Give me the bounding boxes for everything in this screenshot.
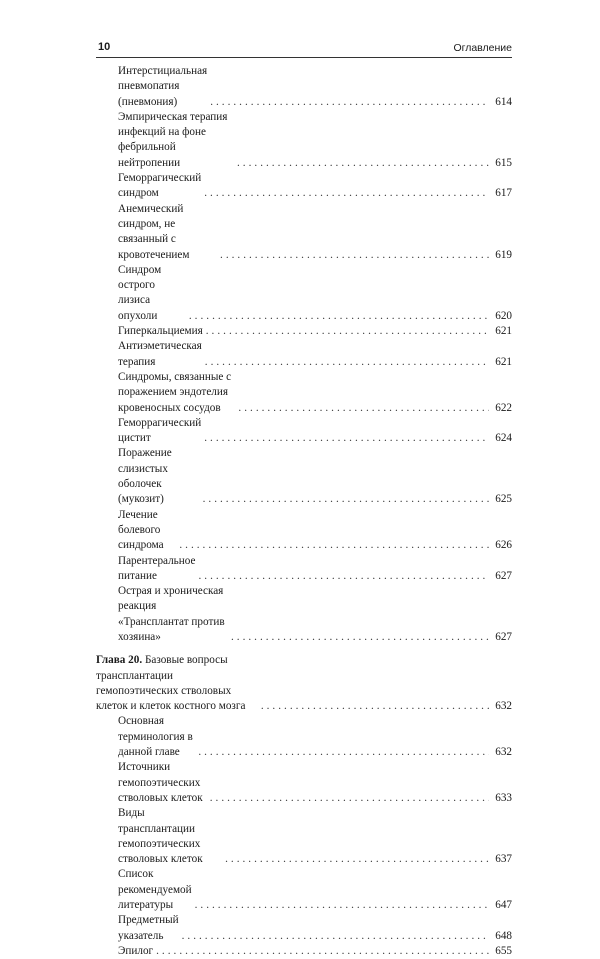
toc-entry-page: 617 bbox=[495, 187, 512, 200]
page-number: 10 bbox=[98, 41, 111, 53]
toc-entry-title: Геморрагический синдром bbox=[118, 172, 202, 200]
toc-chapter-page: 632 bbox=[495, 700, 512, 713]
toc-entry-page: 622 bbox=[495, 401, 512, 414]
dot-leader bbox=[182, 929, 489, 944]
toc-entry-page: 632 bbox=[495, 746, 512, 759]
dot-leader bbox=[225, 852, 489, 867]
table-of-contents bbox=[96, 64, 512, 959]
toc-entry bbox=[96, 714, 512, 760]
toc-entry-page: 655 bbox=[495, 944, 512, 957]
toc-entry-page: 625 bbox=[495, 493, 512, 506]
toc-entry bbox=[96, 202, 512, 263]
toc-entry-page: 615 bbox=[495, 156, 512, 169]
dot-leader bbox=[205, 355, 489, 370]
dot-leader bbox=[210, 95, 489, 110]
dot-leader bbox=[238, 401, 489, 416]
dot-leader bbox=[156, 944, 489, 959]
toc-entry-title: Эпилог bbox=[118, 944, 154, 957]
toc-entry-title: Гиперкальциемия bbox=[118, 325, 203, 338]
page-header bbox=[96, 41, 512, 58]
toc-entry-title: Парентеральное питание bbox=[118, 554, 196, 582]
chapter-label: Глава 20. bbox=[96, 654, 143, 667]
toc-entry-title: Антиэметическая терапия bbox=[118, 340, 202, 368]
toc-entry-page: 620 bbox=[495, 309, 512, 322]
toc-entry bbox=[96, 584, 512, 645]
toc-entry bbox=[96, 944, 512, 959]
toc-entry-page: 621 bbox=[495, 325, 512, 338]
dot-leader bbox=[189, 309, 489, 324]
toc-entry bbox=[96, 370, 512, 416]
dot-leader bbox=[210, 791, 489, 806]
toc-entry bbox=[96, 446, 512, 507]
toc-entry-page: 647 bbox=[495, 899, 512, 912]
toc-entry bbox=[96, 339, 512, 370]
toc-entry-title: Источники гемопоэтических стволовых клеток bbox=[118, 761, 203, 804]
toc-entry-page: 648 bbox=[495, 929, 512, 942]
toc-entry-title: Основная терминология в данной главе bbox=[118, 715, 193, 759]
toc-entry-title: Анемический синдром, не связанный с кровотечением bbox=[118, 202, 190, 261]
toc-entry-title: Виды трансплантации гемопоэтических стволовых клеток bbox=[118, 807, 203, 866]
toc-entry-title: Острая и хроническая реакция «Трансплантат против хозяина» bbox=[118, 585, 225, 643]
toc-entry-page: 621 bbox=[495, 355, 512, 368]
toc-entry bbox=[96, 416, 512, 447]
toc-entry-page: 633 bbox=[495, 791, 512, 804]
toc-entry-title: Предметный указатель bbox=[118, 914, 179, 942]
toc-entry bbox=[96, 867, 512, 913]
dot-leader bbox=[204, 186, 489, 201]
toc-entry-title: Эмпирическая терапия инфекций на фоне фебрильной нейтропении bbox=[118, 110, 228, 169]
toc-entry bbox=[96, 263, 512, 324]
toc-entry bbox=[96, 171, 512, 202]
toc-entry bbox=[96, 324, 512, 339]
toc-entry-page: 627 bbox=[495, 630, 512, 643]
toc-entry-title: Поражение слизистых оболочек (мукозит) bbox=[118, 447, 172, 506]
toc-entry bbox=[96, 806, 512, 867]
dot-leader bbox=[203, 492, 489, 507]
toc-entry-page: 619 bbox=[495, 248, 512, 261]
toc-entry-page: 637 bbox=[495, 853, 512, 866]
toc-chapter-entry bbox=[96, 653, 512, 714]
toc-entry-page: 624 bbox=[495, 432, 512, 445]
toc-entry-title: Список рекомендуемой литературы bbox=[118, 868, 192, 912]
toc-entry bbox=[96, 554, 512, 585]
toc-entry-title: Интерстициальная пневмопатия (пневмония) bbox=[118, 65, 208, 108]
toc-entry-title: Геморрагический цистит bbox=[118, 416, 202, 445]
toc-entry bbox=[96, 64, 512, 110]
toc-entry bbox=[96, 508, 512, 554]
dot-leader bbox=[198, 745, 489, 760]
dot-leader bbox=[198, 569, 489, 584]
toc-entry bbox=[96, 110, 512, 171]
toc-entry-title: Синдромы, связанные с поражением эндотелия кровеносных сосудов bbox=[118, 370, 232, 414]
dot-leader bbox=[195, 898, 489, 913]
dot-leader bbox=[220, 248, 489, 263]
dot-leader bbox=[204, 431, 489, 446]
toc-entry bbox=[96, 760, 512, 806]
dot-leader bbox=[231, 630, 489, 645]
toc-entry-title: Лечение болевого синдрома bbox=[118, 508, 164, 552]
dot-leader bbox=[237, 156, 489, 171]
running-head: Оглавление bbox=[453, 42, 512, 54]
toc-entry-page: 626 bbox=[495, 539, 512, 552]
toc-entry-title: Синдром острого лизиса опухоли bbox=[118, 263, 162, 322]
chapter-title-text: Базовые вопросы трансплантации гемопоэтических стволовых клеток и клеток костного мозга bbox=[96, 654, 246, 713]
toc-chapter-title bbox=[96, 653, 258, 714]
toc-entry-page: 627 bbox=[495, 569, 512, 582]
toc-entry bbox=[96, 913, 512, 944]
toc-entry-page: 614 bbox=[495, 95, 512, 108]
dot-leader bbox=[179, 538, 489, 553]
dot-leader bbox=[206, 324, 489, 339]
dot-leader bbox=[261, 699, 489, 714]
